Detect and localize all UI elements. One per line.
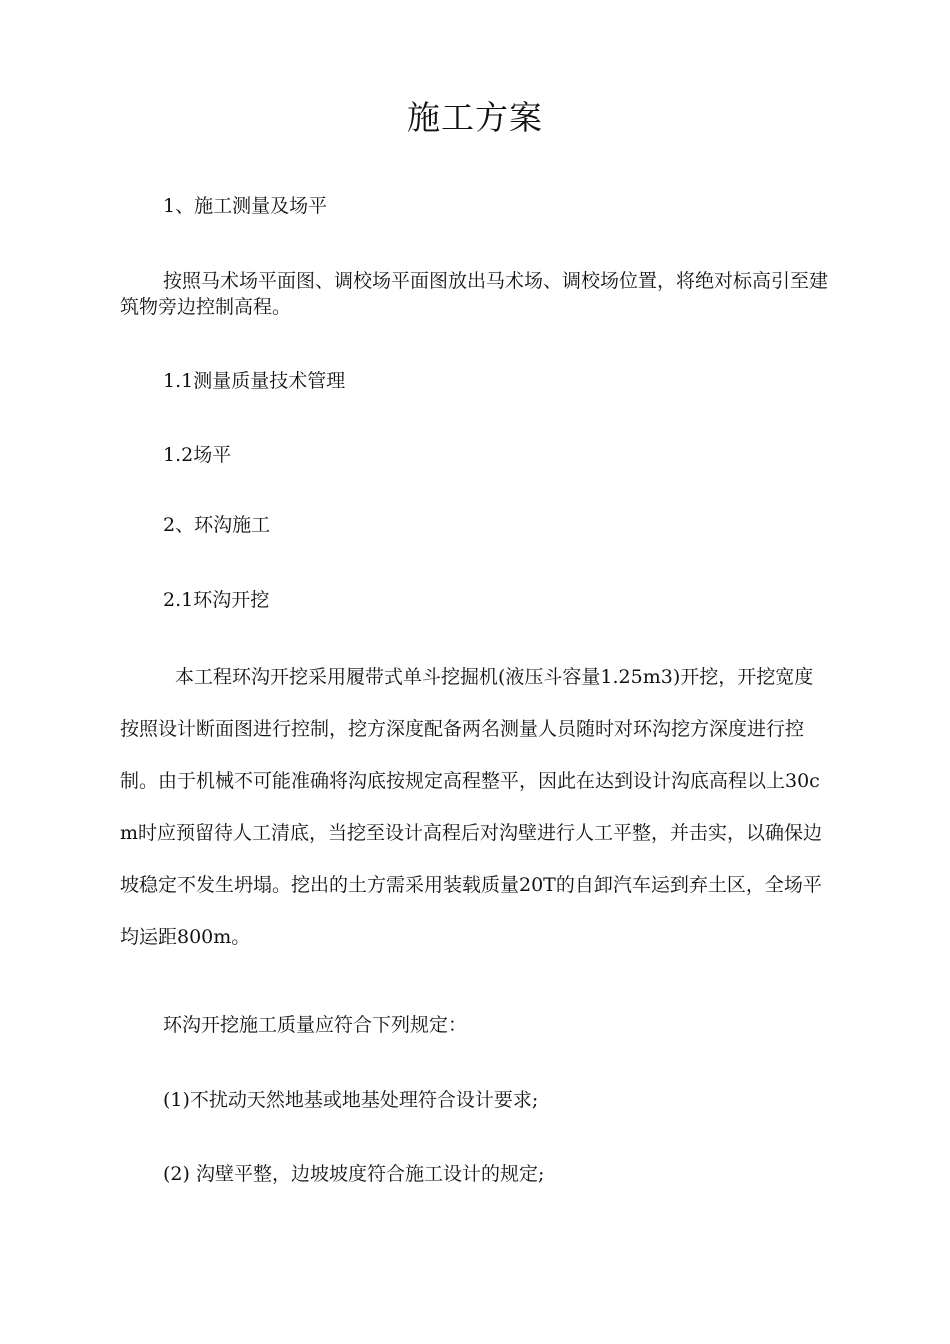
heading-survey-quality: 1.1测量质量技术管理 — [163, 370, 346, 392]
heading-leveling: 1.2场平 — [163, 444, 232, 466]
heading-ring-ditch-excavation: 2.1环沟开挖 — [163, 589, 270, 611]
rule-item-1: (1)不扰动天然地基或地基处理符合设计要求; — [163, 1089, 539, 1111]
rule-item-2: (2) 沟壁平整，边坡坡度符合施工设计的规定; — [163, 1163, 545, 1185]
paragraph-excavation: 本工程环沟开挖采用履带式单斗挖掘机(液压斗容量1.25m3)开挖，开挖宽度按照设计断面图进行控制，挖方深度配备两名测量人员随时对环沟挖方深度进行控制。由于机械不可能准确将沟底按规定高程整平，因此在达到设计沟底高程以上30cm时应预留待人工清底，当挖至设计高程后对沟壁进行人工平整，并击实，以确保边坡稳定不发生坍塌。挖出的土方需采用装载质量20T的自卸汽车运到弃土区，全场平均运距800m。 — [120, 666, 823, 948]
heading-ring-ditch-construction: 2、环沟施工 — [163, 514, 271, 536]
page-title: 施工方案 — [407, 98, 543, 137]
paragraph-survey: 按照马术场平面图、调校场平面图放出马术场、调校场位置，将绝对标高引至建筑物旁边控制高程。 — [120, 270, 829, 318]
quality-requirements-intro: 环沟开挖施工质量应符合下列规定： — [163, 1014, 468, 1036]
heading-survey-and-leveling: 1、施工测量及场平 — [163, 195, 328, 217]
